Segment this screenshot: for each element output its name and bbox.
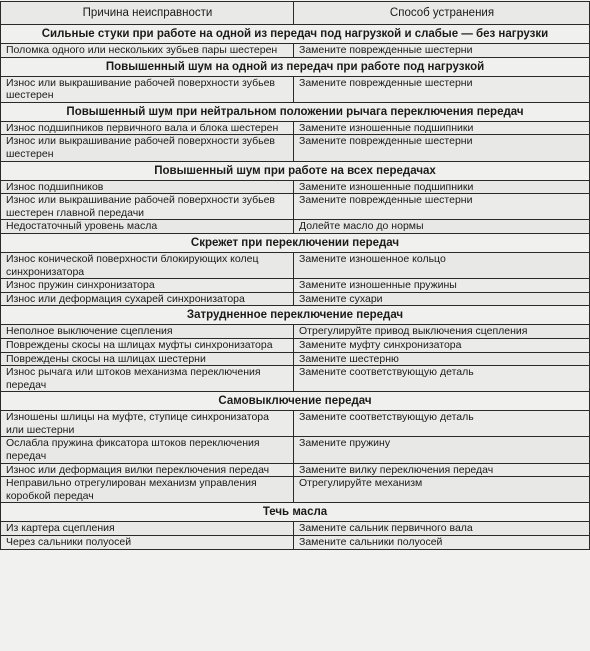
cause-cell: Износ подшипников первичного вала и блока шестерен [1, 121, 294, 135]
remedy-cell: Замените изношенные подшипники [294, 180, 590, 194]
section-header-row [1, 392, 590, 411]
table-row [1, 76, 590, 102]
remedy-cell: Замените сальник первичного вала [294, 522, 590, 536]
remedy-cell: Замените поврежденные шестерни [294, 194, 590, 220]
cause-cell: Износ подшипников [1, 180, 294, 194]
section-header-row [1, 233, 590, 252]
remedy-cell: Замените соответствующую деталь [294, 366, 590, 392]
section-title: Затрудненное переключение передач [1, 306, 590, 325]
section-header-row [1, 306, 590, 325]
remedy-cell: Замените сальники полуосей [294, 536, 590, 550]
section-header-row [1, 57, 590, 76]
remedy-cell: Замените соответствующую деталь [294, 411, 590, 437]
table-row [1, 279, 590, 293]
section-header-row [1, 102, 590, 121]
remedy-cell: Замените поврежденные шестерни [294, 76, 590, 102]
table-row [1, 411, 590, 437]
cause-cell: Через сальники полуосей [1, 536, 294, 550]
table-row [1, 352, 590, 366]
cause-cell: Поломка одного или нескольких зубьев пары шестерен [1, 44, 294, 58]
table-header-row [1, 2, 590, 25]
section-title: Сильные стуки при работе на одной из передач под нагрузкой и слабые — без нагрузки [1, 25, 590, 44]
cause-cell: Изношены шлицы на муфте, ступице синхронизатора или шестерни [1, 411, 294, 437]
section-header-row [1, 25, 590, 44]
table-row [1, 325, 590, 339]
section-title: Повышенный шум на одной из передач при работе под нагрузкой [1, 57, 590, 76]
cause-cell: Износ пружин синхронизатора [1, 279, 294, 293]
remedy-cell: Замените изношенное кольцо [294, 252, 590, 278]
table-row [1, 135, 590, 161]
table-row [1, 477, 590, 503]
cause-cell: Износ или выкрашивание рабочей поверхности зубьев шестерен [1, 76, 294, 102]
cause-cell: Износ или выкрашивание рабочей поверхности зубьев шестерен главной передачи [1, 194, 294, 220]
table-row [1, 463, 590, 477]
cause-cell: Износ рычага или штоков механизма переключения передач [1, 366, 294, 392]
cause-cell: Из картера сцепления [1, 522, 294, 536]
table-row [1, 292, 590, 306]
table-row [1, 437, 590, 463]
remedy-cell: Долейте масло до нормы [294, 220, 590, 234]
cause-cell: Неполное выключение сцепления [1, 325, 294, 339]
cause-cell: Ослабла пружина фиксатора штоков переключения передач [1, 437, 294, 463]
table-row [1, 522, 590, 536]
table-row [1, 180, 590, 194]
table-row [1, 121, 590, 135]
remedy-cell: Отрегулируйте механизм [294, 477, 590, 503]
remedy-cell: Замените шестерню [294, 352, 590, 366]
cause-cell: Повреждены скосы на шлицах шестерни [1, 352, 294, 366]
cause-cell: Износ конической поверхности блокирующих колец синхронизатора [1, 252, 294, 278]
section-title: Повышенный шум при работе на всех передачах [1, 161, 590, 180]
cause-cell: Повреждены скосы на шлицах муфты синхронизатора [1, 338, 294, 352]
column-header-cause: Причина неисправности [1, 2, 294, 25]
table-row [1, 536, 590, 550]
remedy-cell: Замените сухари [294, 292, 590, 306]
section-title: Повышенный шум при нейтральном положении рычага переключения передач [1, 102, 590, 121]
troubleshooting-table [0, 1, 590, 550]
table-row [1, 220, 590, 234]
cause-cell: Износ или выкрашивание рабочей поверхности зубьев шестерен [1, 135, 294, 161]
remedy-cell: Замените изношенные подшипники [294, 121, 590, 135]
remedy-cell: Замените поврежденные шестерни [294, 44, 590, 58]
remedy-cell: Замените поврежденные шестерни [294, 135, 590, 161]
remedy-cell: Отрегулируйте привод выключения сцепления [294, 325, 590, 339]
cause-cell: Недостаточный уровень масла [1, 220, 294, 234]
cause-cell: Износ или деформация сухарей синхронизатора [1, 292, 294, 306]
column-header-remedy: Способ устранения [294, 2, 590, 25]
table-body [1, 25, 590, 550]
section-title: Течь масла [1, 503, 590, 522]
cause-cell: Износ или деформация вилки переключения передач [1, 463, 294, 477]
section-title: Самовыключение передач [1, 392, 590, 411]
table-row [1, 44, 590, 58]
cause-cell: Неправильно отрегулирован механизм управления коробкой передач [1, 477, 294, 503]
table-row [1, 252, 590, 278]
remedy-cell: Замените вилку переключения передач [294, 463, 590, 477]
section-header-row [1, 503, 590, 522]
table-row [1, 194, 590, 220]
table-row [1, 366, 590, 392]
table-row [1, 338, 590, 352]
remedy-cell: Замените муфту синхронизатора [294, 338, 590, 352]
section-title: Скрежет при переключении передач [1, 233, 590, 252]
remedy-cell: Замените изношенные пружины [294, 279, 590, 293]
section-header-row [1, 161, 590, 180]
remedy-cell: Замените пружину [294, 437, 590, 463]
